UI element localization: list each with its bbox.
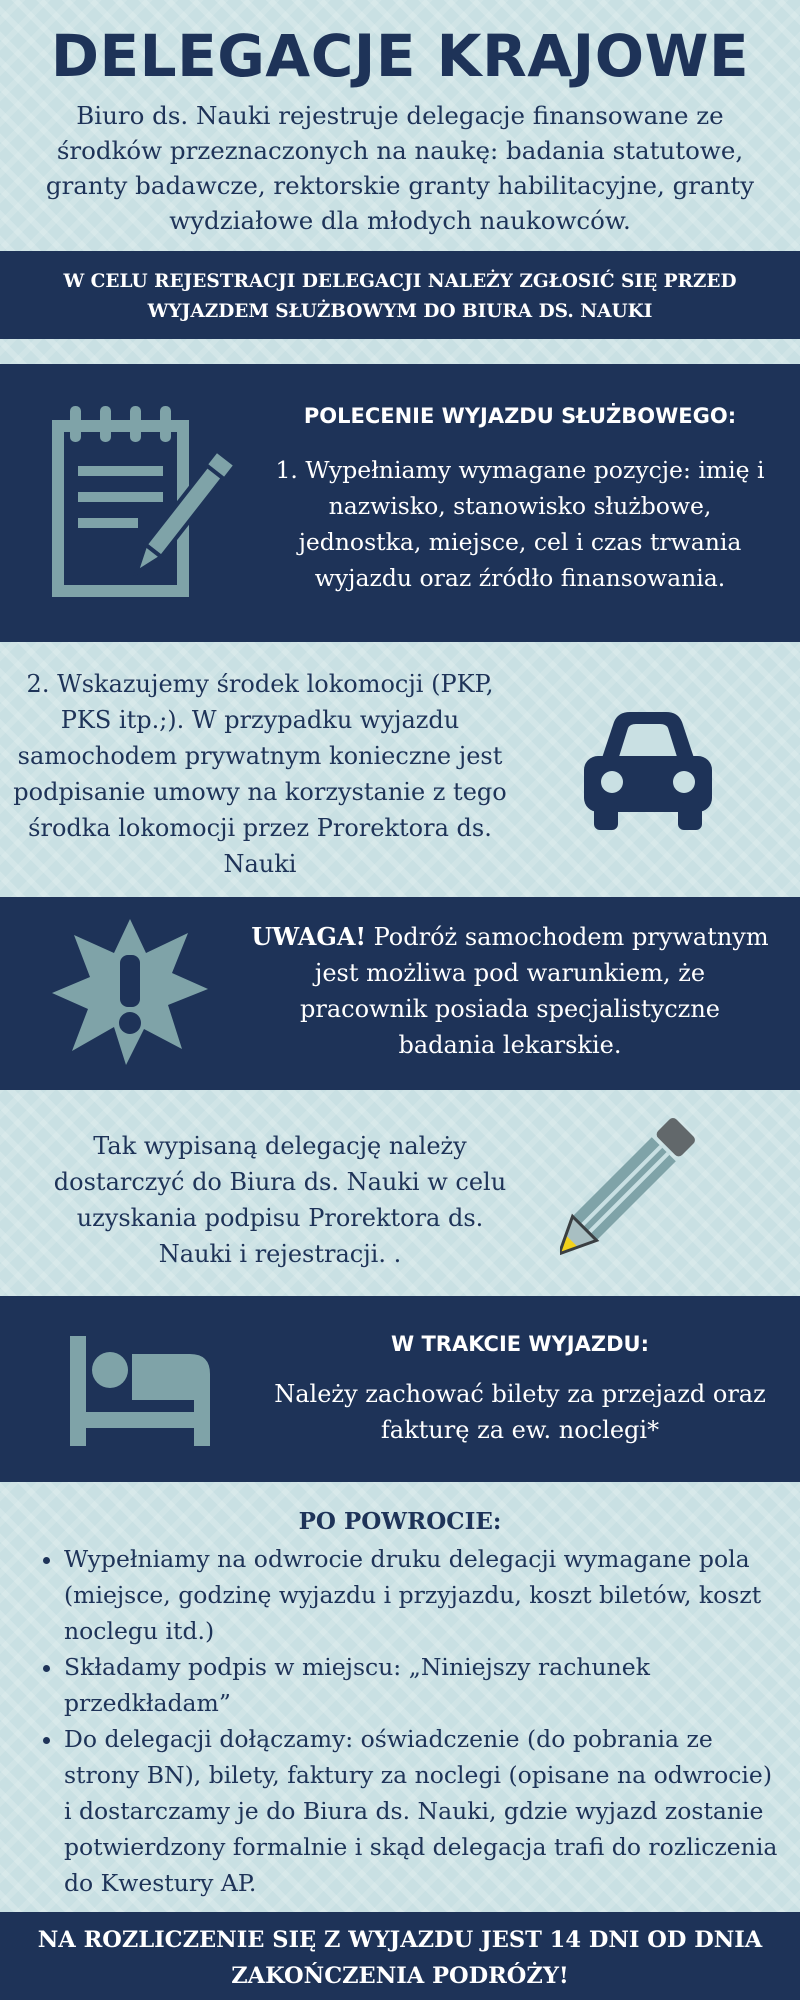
warning-text: [250, 919, 770, 1063]
header-section: [0, 0, 800, 250]
return-steps-list: [20, 1541, 780, 1901]
delivery-text: Tak wypisaną delegację należy dostarczyć do Biura ds. Nauki w celu uzyskania podpisu Prorektora ds. Nauki i rejestracji. .: [53, 1132, 507, 1268]
list-item: • Wypełniamy na odwrocie druku delegacji wymagane pola (miejsce, godzinę wyjazdu i przyjazdu, koszt biletów, koszt noclegu itd.): [64, 1541, 780, 1649]
list-item: • Do delegacji dołączamy: oświadczenie (do pobrania ze strony BN), bilety, faktury za noclegi (opisane na odwrocie) i dostarczamy je do Biura ds. Nauki, gdzie wyjazd zostanie potwierdzony formalnie i skąd delegacja trafi do rozliczenia do Kwestury AP.: [64, 1721, 780, 1901]
during-trip-section: [0, 1296, 800, 1482]
deadline-footer: [0, 1912, 800, 2000]
transport-section: [0, 642, 800, 897]
order-text: 1. Wypełniamy wymagane pozycje: imię i nazwisko, stanowisko służbowe, jednostka, miejsce, cel i czas trwania wyjazdu oraz źródło finansowania.: [275, 456, 765, 592]
warning-body: Podróż samochodem prywatnym jest możliwa pod warunkiem, że pracownik posiada specjalistyczne badania lekarskie.: [300, 923, 769, 1059]
car-icon: [578, 704, 718, 834]
banner-text: W CELU REJESTRACJI DELEGACJI NALEŻY ZGŁOSIĆ SIĘ PRZED WYJAZDEM SŁUŻBOWYM DO BIURA DS. NAUKI: [63, 271, 737, 322]
pencil-icon: [560, 1110, 730, 1280]
during-heading: W TRAKCIE WYJAZDU:: [391, 1332, 649, 1356]
notepad-pencil-icon: [50, 404, 240, 604]
warning-label: UWAGA!: [251, 922, 366, 951]
list-item: • Składamy podpis w miejscu: „Niniejszy rachunek przedkładam”: [64, 1649, 780, 1721]
transport-text: 2. Wskazujemy środek lokomocji (PKP, PKS itp.;). W przypadku wyjazdu samochodem prywatnym konieczne jest podpisanie umowy na korzystanie z tego środka lokomocji przez Prorektora ds. Nauki: [13, 670, 507, 878]
return-heading: PO POWROCIE:: [298, 1508, 502, 1535]
during-text: Należy zachować bilety za przejazd oraz fakturę za ew. noclegi*: [274, 1380, 766, 1444]
intro-text: Biuro ds. Nauki rejestruje delegacje finansowane ze środków przeznaczonych na naukę: badania statutowe, granty badawcze, rektorskie granty habilitacyjne, granty wydziałowe dla młodych naukowców.: [45, 101, 755, 235]
delivery-section: [0, 1090, 800, 1296]
exclamation-burst-icon: [50, 917, 210, 1067]
business-trip-order-section: [0, 364, 800, 642]
footer-text: NA ROZLICZENIE SIĘ Z WYJAZDU JEST 14 DNI OD DNIA ZAKOŃCZENIA PODRÓŻY!: [37, 1927, 763, 1989]
after-return-section: [0, 1482, 800, 1912]
order-heading: POLECENIE WYJAZDU SŁUŻBOWEGO:: [303, 404, 737, 428]
registration-banner: [0, 251, 800, 339]
page-title: DELEGACJE KRAJOWE: [50, 22, 750, 90]
warning-section: [0, 897, 800, 1090]
bed-icon: [70, 1336, 210, 1446]
